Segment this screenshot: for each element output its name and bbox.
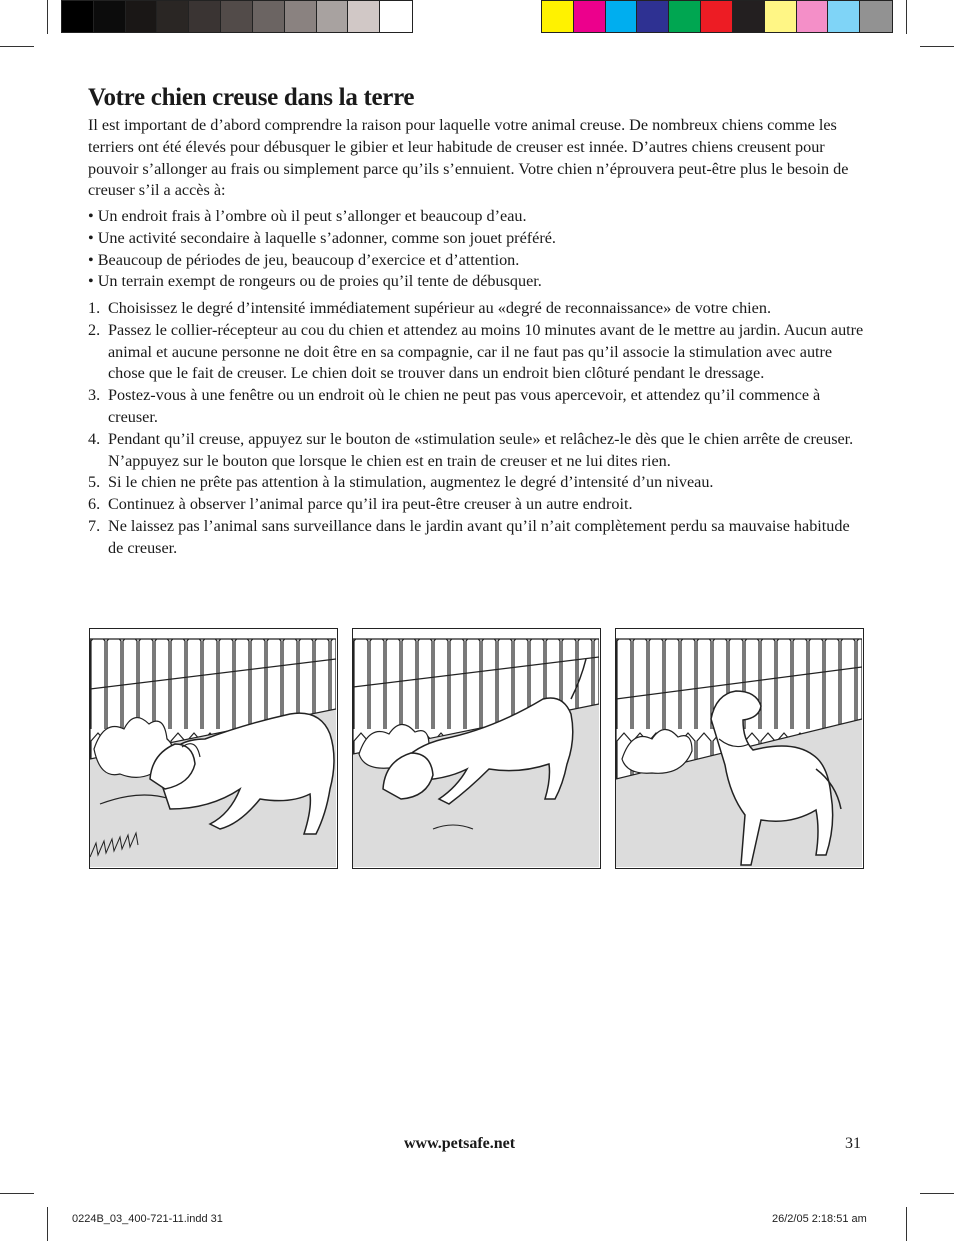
calibration-swatch [157,1,189,32]
bullet-item: • Beaucoup de périodes de jeu, beaucoup d’exercice et d’attention. [88,250,520,269]
dog-digging-illustration [89,628,338,869]
bullet-item: • Un terrain exempt de rongeurs ou de proies qu’il tente de débusquer. [88,272,542,291]
crop-mark [47,1207,48,1241]
step-text: Passez le collier-récepteur au cou du chien et attendez au moins 10 minutes avant de le mettre au jardin. Aucun autre animal et aucune personne ne doit être en sa compagnie, car il ne faut pas qu’il associe la stimulation avec autre chose que le fait de creuser. Le chien doit se trouver dans un endroit bien clôturé pendant le dressage. [108,320,864,383]
calibration-swatch [733,1,765,32]
calibration-swatch [701,1,733,32]
calibration-swatch [828,1,860,32]
calibration-swatch [606,1,638,32]
calibration-swatch [221,1,253,32]
step-number: 5. [88,473,101,492]
step-item [88,494,868,516]
step-number: 3. [88,386,101,405]
step-number: 1. [88,299,101,317]
intro-paragraph [88,115,868,202]
step-text: Ne laissez pas l’animal sans surveillance dans le jardin avant qu’il n’ait complètement perdu sa mauvaise habitude de creuser. [108,516,850,557]
step-item [88,298,868,320]
calibration-swatch [317,1,349,32]
calibration-swatch [380,1,412,32]
step-text: Postez-vous à une fenêtre ou un endroit où le chien ne peut pas vous apercevoir, et attendez qu’il commence à creuser. [108,386,821,426]
grey-calibration-bar [61,0,413,33]
calibration-swatch [126,1,158,32]
calibration-swatch [797,1,829,32]
calibration-swatch [94,1,126,32]
step-text: Pendant qu’il creuse, appuyez sur le bouton de «stimulation seule» et relâchez-le dès que le chien arrête de creuser. N’appuyez sur le bouton que lorsque le chien est en train de creuser et ne lui dites rien. [108,429,854,470]
calibration-swatch [285,1,317,32]
crop-mark [906,0,907,34]
step-text: Continuez à observer l’animal parce qu’il ira peut-être creuser à un autre endroit. [108,495,633,514]
intro-text: Il est important de d’abord comprendre la raison pour laquelle votre animal creuse. De nombreux chiens comme les terriers ont été élevés pour débusquer le gibier et leur habitude de creuser est innée. D’autres chiens creusent pour pouvoir s’allonger au frais ou simplement parce qu’ils s’ennuient. Votre chien n’éprouvera peut-être plus le besoin de creuser s’il a accès à: [88,116,849,200]
crop-mark [920,1193,954,1194]
crop-mark [47,0,48,34]
step-text: Si le chien ne prête pas attention à la stimulation, augmentez le degré d’intensité d’un niveau. [108,473,714,492]
crop-mark [0,46,34,47]
dog-standing-alert-illustration [615,628,864,869]
calibration-swatch [574,1,606,32]
step-item [88,429,868,473]
step-text: Choisissez le degré d’intensité immédiatement supérieur au «degré de reconnaissance» de votre chien. [108,299,771,317]
page-title: Votre chien creuse dans la terre [88,84,415,111]
bullet-item: • Une activité secondaire à laquelle s’adonner, comme son jouet préféré. [88,228,556,247]
step-item [88,320,868,385]
step-item [88,385,868,429]
slug-date: 26/2/05 2:18:51 am [772,1213,867,1225]
slug-file-name: 0224B_03_400-721-11.indd 31 [72,1213,223,1225]
color-calibration-bar [541,0,893,33]
step-number: 4. [88,429,101,448]
bullet-list [88,206,868,293]
calibration-swatch [669,1,701,32]
bullet-item: • Un endroit frais à l’ombre où il peut s’allonger et beaucoup d’eau. [88,207,527,225]
page-number: 31 [845,1135,861,1152]
step-number: 6. [88,495,101,514]
step-number: 2. [88,320,101,339]
step-number: 7. [88,516,101,535]
calibration-swatch [860,1,892,32]
calibration-swatch [637,1,669,32]
footer-url: www.petsafe.net [404,1135,516,1152]
calibration-swatch [189,1,221,32]
calibration-swatch [542,1,574,32]
crop-mark [920,46,954,47]
crop-mark [0,1193,34,1194]
step-item [88,472,868,494]
step-item [88,516,868,560]
calibration-swatch [62,1,94,32]
calibration-swatch [348,1,380,32]
numbered-steps [88,298,868,560]
dog-stimulated-illustration [352,628,601,869]
calibration-swatch [253,1,285,32]
calibration-swatch [765,1,797,32]
crop-mark [906,1207,907,1241]
